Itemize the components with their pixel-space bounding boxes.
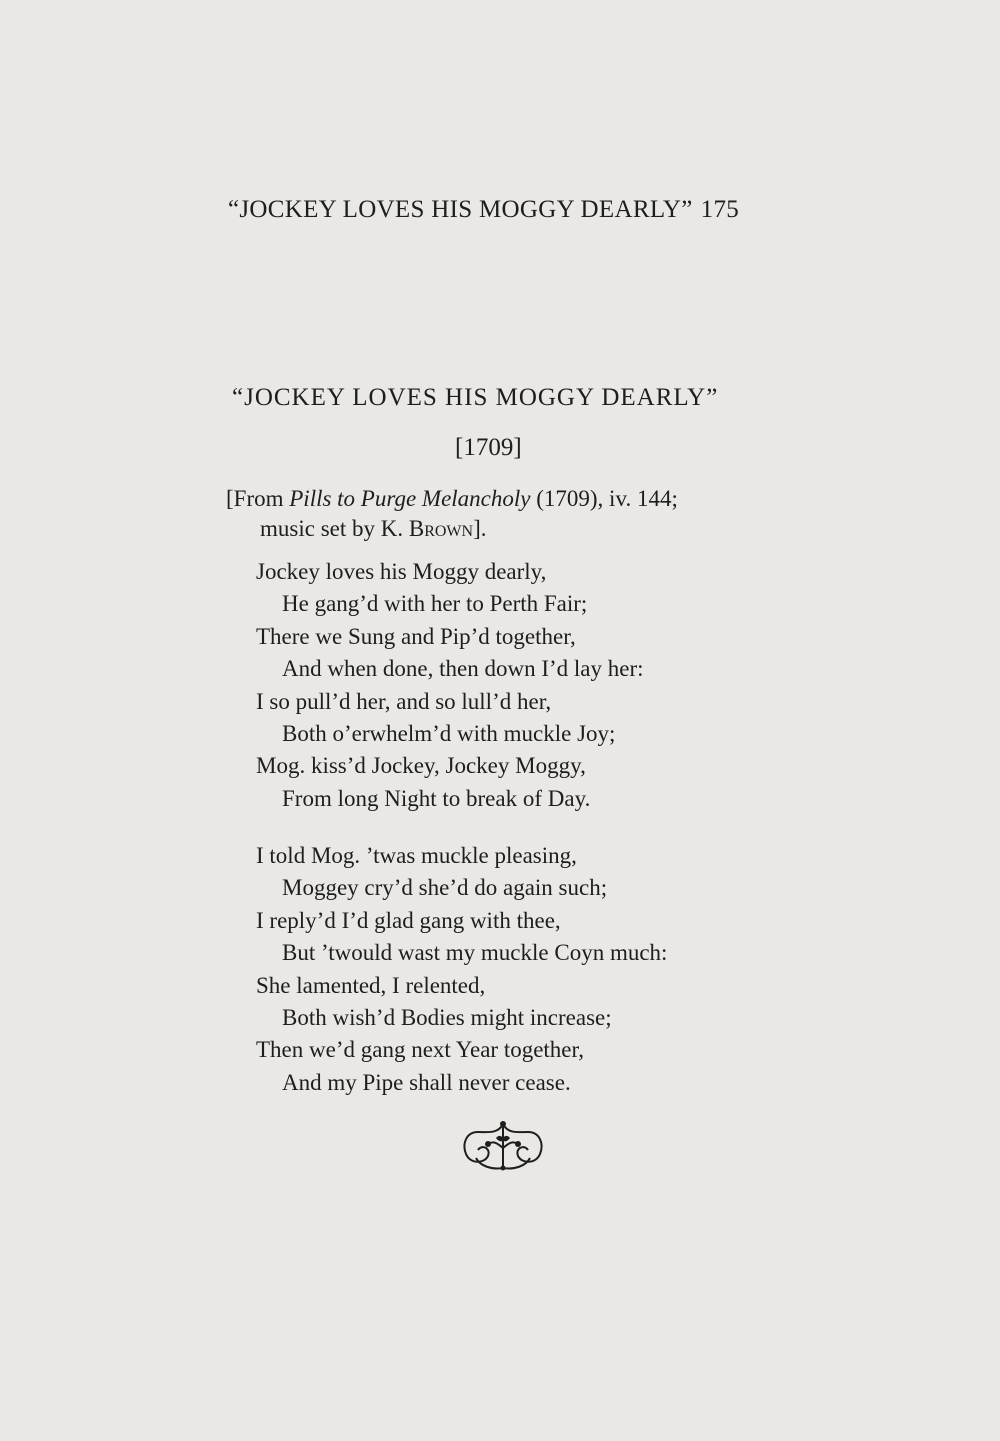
poem-line: But ’twould wast my muckle Coyn much: [282, 940, 668, 966]
source-note-line-1 [226, 484, 786, 514]
floral-tailpiece-ornament-icon [458, 1118, 548, 1174]
stanza-2 [256, 840, 667, 1099]
poem-line: She lamented, I relented, [256, 972, 486, 998]
source-line2-suffix: ]. [473, 516, 487, 541]
poem-line: Both o’erwhelm’d with muckle Joy; [282, 721, 616, 747]
stanza-1 [256, 556, 644, 815]
poem-title: “JOCKEY LOVES HIS MOGGY DEARLY” [232, 384, 719, 411]
source-work-title: Pills to Purge Melancholy [289, 486, 531, 511]
poem-year: [1709] [455, 434, 522, 461]
poem-line: And when done, then down I’d lay her: [282, 656, 644, 682]
poem-line: I so pull’d her, and so lull’d her, [256, 688, 552, 714]
source-suffix: (1709), iv. 144; [530, 486, 678, 511]
poem-line: He gang’d with her to Perth Fair; [282, 591, 588, 617]
source-note [226, 484, 786, 544]
source-line2-prefix: music set by [260, 516, 381, 541]
composer-name: K. Brown [380, 516, 474, 541]
running-head [228, 196, 739, 224]
poem-line: From long Night to break of Day. [282, 785, 591, 811]
poem-line: Moggey cry’d she’d do again such; [282, 875, 608, 901]
page-number: 175 [700, 196, 740, 223]
poem-line: And my Pipe shall never cease. [282, 1069, 571, 1095]
poem-line: Mog. kiss’d Jockey, Jockey Moggy, [256, 753, 586, 779]
poem-line: I told Mog. ’twas muckle pleasing, [256, 843, 577, 868]
source-note-line-2 [226, 514, 786, 544]
poem-line: Both wish’d Bodies might increase; [282, 1005, 612, 1031]
poem-line: There we Sung and Pip’d together, [256, 623, 576, 649]
poem-line: I reply’d I’d glad gang with thee, [256, 907, 561, 933]
running-head-title: “JOCKEY LOVES HIS MOGGY DEARLY” [228, 196, 693, 223]
poem-line: Jockey loves his Moggy dearly, [256, 559, 547, 584]
source-prefix: [From [226, 486, 290, 511]
poem-line: Then we’d gang next Year together, [256, 1037, 585, 1063]
